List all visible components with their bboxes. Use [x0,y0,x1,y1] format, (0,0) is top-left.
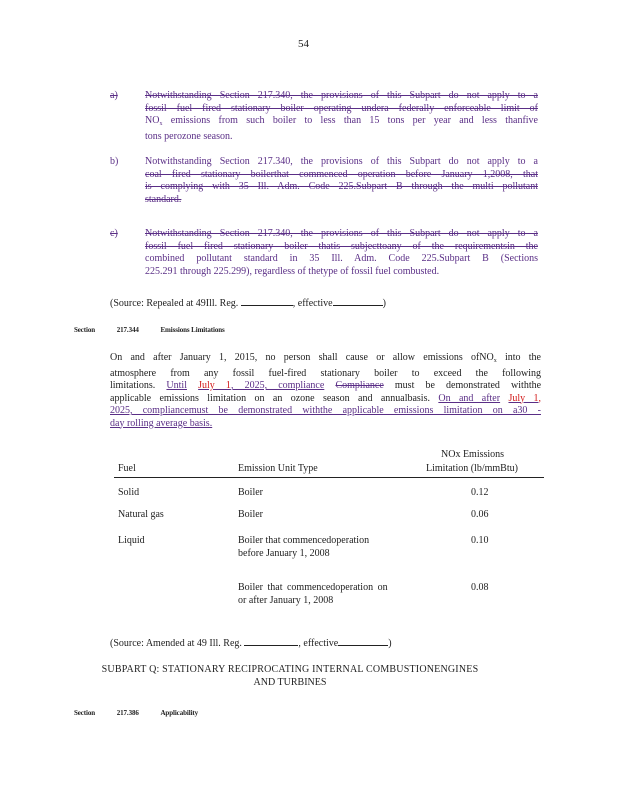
table-row-type: Boiler [238,487,263,498]
item-a-label: a) [110,90,118,101]
table-row-fuel: Solid [118,487,140,498]
item-b-line-2: coal fired stationary boilerthat commenced operation before January 1,2008, that [145,168,538,180]
table-row-type-line-1: Boiler that commencedoperation [238,535,370,546]
table-row-limit: 0.06 [471,509,489,520]
item-a-line-1: Notwithstanding Section 217.340, the provisions of this Subpart do not apply to a [145,90,538,101]
item-c-label: c) [110,228,118,239]
table-header-rule [114,477,544,478]
item-c-line-3: combined pollutant standard in 35 Ill. Adm. Code 225.Subpart B (Sections [145,253,538,264]
item-a-line-4: tons perozone season. [145,130,233,142]
item-c-line-4: 225.291 through 225.299), regardless of thetype of fossil fuel combusted. [145,265,440,277]
table-row-limit: 0.08 [471,582,489,593]
page-number: 54 [298,38,309,50]
item-a-line-3: $NO_x$ emissions from such boiler to less than 15 tons per year and less thanfive [145,115,538,127]
paragraph-line-5: 2025, compliancemust be demonstrated withthe applicable emissions limitation on a30 - [110,405,541,416]
table-row-limit: 0.12 [471,487,489,498]
item-b-line-1: Notwithstanding Section 217.340, the provisions of this Subpart do not apply to a [145,156,538,167]
source-repealed: (Source: Repealed at 49Ill. Reg. , effective ) [110,298,386,309]
section-217-386-heading: Section 217.386 Applicability [74,709,199,717]
item-c-text [145,228,538,278]
table-header-limit-line-2: Limitation (lb/mmBtu) [426,463,518,474]
item-a-text [145,90,538,143]
item-b-text [145,156,538,206]
table-row-type: Boiler [238,509,263,520]
table-row-fuel: Liquid [118,535,145,546]
paragraph-line-3: limitations. Until July 1, 2025, compliance Compliance must be demonstrated withthe [110,380,542,391]
subpart-heading-line-1: SUBPART Q: STATIONARY RECIPROCATING INTERNAL COMBUSTIONENGINES [101,664,479,675]
table-row-type-line-2: before January 1, 2008 [238,548,330,559]
subpart-heading-line-2: AND TURBINES [253,676,327,688]
item-c-line-2: fossil fuel fired stationary boiler thatis subjecttoany of the requirementsin the [145,240,538,252]
subpart-heading [80,664,500,689]
item-a-line-2: fossil fuel fired stationary boiler operating undera federally enforceable limit of [145,102,538,114]
paragraph-line-6: day rolling average basis. [110,417,213,429]
paragraph-line-2: atmosphere from any fossil fuel-fired stationary boiler to exceed the following [110,367,541,379]
table-header-unit-type: Emission Unit Type [238,463,318,474]
section-217-344-heading: Section 217.344 Emissions Limitations [74,326,225,334]
paragraph-line-1: On and after January 1, 2015, no person shall cause or allow emissions ofNO$_x$ into the [110,352,541,364]
item-c-line-1: Notwithstanding Section 217.340, the provisions of this Subpart do not apply to a [145,228,538,239]
table-header-limit-line-1: NOx Emissions [441,449,505,460]
table-row-type-line-2: or after January 1, 2008 [238,595,334,606]
table-row-limit: 0.10 [471,535,489,546]
paragraph-line-4: applicable emissions limitation on an ozone season and annualbasis. On and after July 1, [110,392,542,404]
item-b-line-3: is complying with 35 Ill. Adm. Code 225.Subpart B through the multi pollutant [145,181,538,192]
table-header-fuel: Fuel [118,463,136,474]
table-row-type-line-1: Boiler that commencedoperation on [238,582,388,593]
source-amended: (Source: Amended at 49 Ill. Reg. , effective ) [110,638,392,649]
emissions-paragraph [110,352,541,430]
table-row-fuel: Natural gas [118,509,164,520]
item-b-label: b) [110,156,119,167]
item-b-line-4: standard. [145,193,182,205]
